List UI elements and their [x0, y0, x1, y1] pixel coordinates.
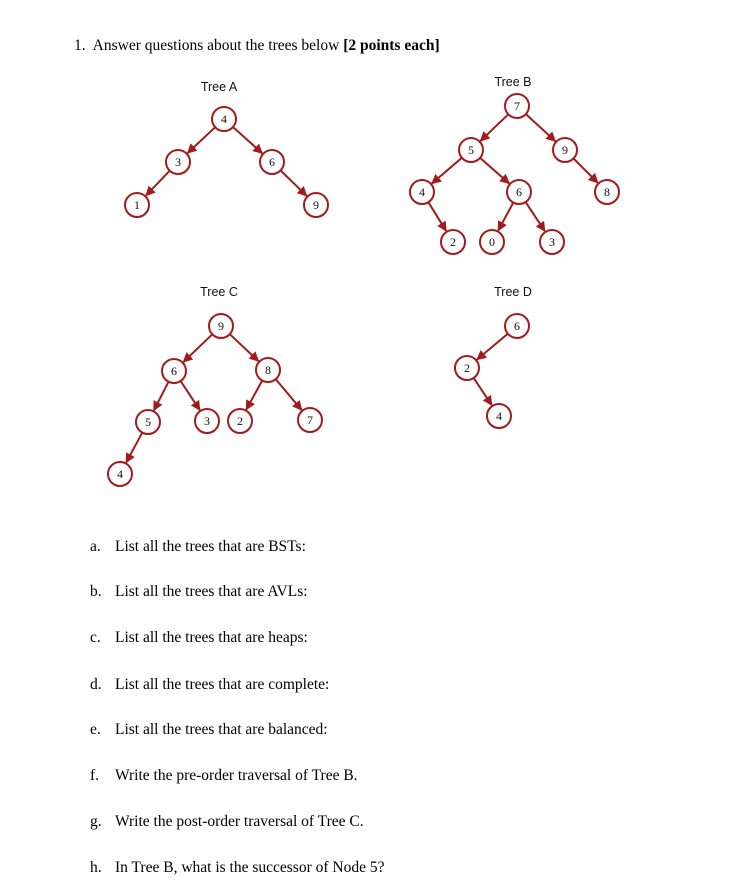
node-label: 7 — [514, 99, 520, 113]
question-text: Answer questions about the trees below — [92, 37, 340, 54]
tree-node — [441, 230, 465, 254]
node-label: 9 — [562, 143, 568, 157]
question-f — [90, 767, 358, 785]
tree-edge — [126, 433, 142, 463]
node-label: 2 — [464, 361, 470, 375]
tree-title-c: Tree C — [200, 285, 238, 299]
tree-edge — [498, 203, 513, 231]
node-label: 4 — [117, 467, 123, 481]
node-label: 5 — [145, 415, 151, 429]
question-prompt: In Tree B, what is the successor of Node 5? — [115, 859, 385, 876]
node-label: 4 — [221, 112, 227, 126]
question-prompt: Write the pre-order traversal of Tree B. — [115, 767, 358, 784]
node-label: 9 — [313, 198, 319, 212]
tree-node — [256, 358, 280, 382]
points-label: [2 points each] — [343, 37, 440, 54]
tree-node — [507, 180, 531, 204]
node-label: 1 — [134, 198, 140, 212]
question-h — [90, 859, 384, 877]
tree-node — [505, 314, 529, 338]
node-label: 6 — [514, 319, 520, 333]
tree-node — [505, 94, 529, 118]
node-label: 4 — [419, 185, 425, 199]
tree-edge — [276, 379, 302, 410]
question-number: 1. — [74, 37, 86, 54]
tree-node — [260, 150, 284, 174]
tree-edge — [526, 202, 545, 231]
tree-node — [228, 409, 252, 433]
tree-node — [553, 138, 577, 162]
tree-title-a: Tree A — [200, 80, 238, 94]
node-label: 2 — [237, 414, 243, 428]
tree-node — [304, 193, 328, 217]
tree-edge — [187, 127, 215, 153]
tree-edge — [573, 158, 597, 182]
question-prompt: List all the trees that are BSTs: — [115, 538, 306, 555]
question-letter: h. — [90, 859, 102, 876]
tree-edge — [474, 378, 492, 405]
tree-edge — [428, 202, 446, 231]
tree-node — [455, 356, 479, 380]
question-prompt: Write the post-order traversal of Tree C. — [115, 813, 364, 830]
node-label: 2 — [450, 235, 456, 249]
node-label: 3 — [175, 155, 181, 169]
node-label: 4 — [496, 409, 502, 423]
tree-edge — [477, 334, 508, 360]
tree-edge — [146, 171, 170, 196]
node-label: 3 — [549, 235, 555, 249]
question-prompt: List all the trees that are heaps: — [115, 629, 308, 646]
tree-node — [540, 230, 564, 254]
tree-node — [459, 138, 483, 162]
titles-layer — [200, 75, 532, 299]
question-letter: g. — [90, 813, 102, 830]
nodes-layer — [108, 94, 619, 486]
tree-node — [487, 404, 511, 428]
tree-edge — [480, 158, 509, 184]
tree-edge — [154, 382, 169, 411]
tree-edge — [281, 170, 307, 196]
tree-node — [195, 409, 219, 433]
tree-node — [162, 359, 186, 383]
tree-node — [136, 410, 160, 434]
question-letter: c. — [90, 629, 101, 646]
question-a — [90, 538, 306, 556]
tree-node — [108, 462, 132, 486]
question-d — [90, 676, 329, 694]
tree-node — [125, 193, 149, 217]
tree-edge — [233, 127, 262, 153]
question-prompt: List all the trees that are AVLs: — [115, 583, 308, 600]
node-label: 8 — [604, 185, 610, 199]
tree-title-b: Tree B — [494, 75, 532, 89]
question-g — [90, 813, 364, 831]
tree-edge — [230, 334, 259, 361]
tree-node — [480, 230, 504, 254]
question-letter: d. — [90, 676, 102, 693]
question-letter: f. — [90, 767, 100, 784]
question-c — [90, 629, 308, 647]
tree-node — [410, 180, 434, 204]
question-letter: a. — [90, 538, 101, 555]
question-letter: e. — [90, 721, 101, 738]
question-prompt: List all the trees that are complete: — [115, 676, 330, 693]
node-label: 6 — [171, 364, 177, 378]
question-prompt: List all the trees that are balanced: — [115, 721, 328, 738]
tree-edge — [432, 158, 462, 184]
node-label: 5 — [468, 143, 474, 157]
tree-node — [595, 180, 619, 204]
tree-edge — [526, 114, 556, 141]
tree-edge — [480, 114, 508, 141]
question-letter: b. — [90, 583, 102, 600]
tree-edge — [181, 381, 200, 410]
question-e — [90, 721, 328, 739]
tree-node — [298, 408, 322, 432]
node-label: 9 — [218, 319, 224, 333]
node-label: 3 — [204, 414, 210, 428]
tree-node — [209, 314, 233, 338]
tree-node — [166, 150, 190, 174]
tree-title-d: Tree D — [494, 285, 532, 299]
node-label: 6 — [269, 155, 275, 169]
node-label: 7 — [307, 413, 313, 427]
tree-node — [212, 107, 236, 131]
node-label: 0 — [489, 235, 495, 249]
node-label: 6 — [516, 185, 522, 199]
node-label: 8 — [265, 363, 271, 377]
tree-edge — [183, 334, 212, 362]
question-b — [90, 583, 308, 601]
tree-edge — [246, 381, 262, 410]
